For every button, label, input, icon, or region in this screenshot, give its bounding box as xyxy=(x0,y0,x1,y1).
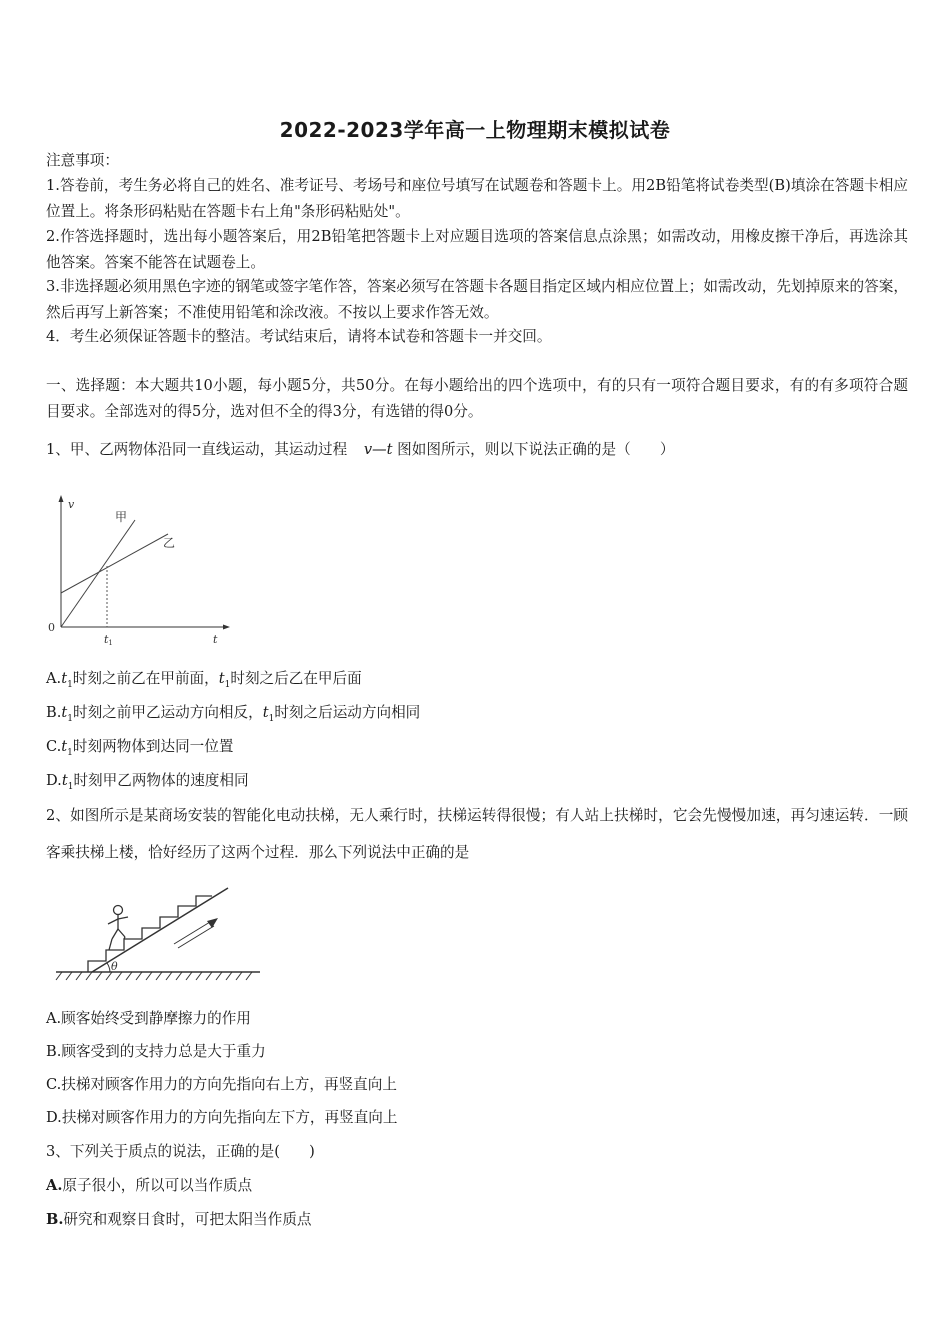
q2-option-d: D.扶梯对顾客作用力的方向先指向左下方，再竖直向上 xyxy=(46,1109,398,1126)
escalator-steps xyxy=(88,896,212,972)
line-yi-label: 乙 xyxy=(163,536,176,550)
q3-stem: 3、下列关于质点的说法，正确的是( ) xyxy=(46,1143,315,1160)
x-axis-arrow xyxy=(223,625,230,630)
q3-option-a: A.原子很小，所以可以当作质点 xyxy=(46,1177,253,1194)
customer-figure xyxy=(108,906,128,951)
notice-item-2: 2.作答选择题时，选出每小题答案后，用2B铅笔把答题卡上对应题目选项的答案信息点涂黑；如需改动，用橡皮擦干净后，再选涂其他答案。答案不能答在试题卷上。 xyxy=(46,228,908,271)
q1-stem-variable: v—t xyxy=(363,441,393,458)
line-jia-label: 甲 xyxy=(115,510,128,524)
q2-stem: 2、如图所示是某商场安装的智能化电动扶梯，无人乘行时，扶梯运转得很慢；有人站上扶梯时，它会先慢慢加速，再匀速运转．一顾客乘扶梯上楼，恰好经历了这两个过程．那么下列说法中正确的是 xyxy=(46,807,908,861)
q2-option-c: C.扶梯对顾客作用力的方向先指向右上方，再竖直向上 xyxy=(46,1076,397,1093)
x-axis-label: t xyxy=(213,633,218,646)
notice-heading: 注意事项： xyxy=(46,152,119,169)
q2-option-a: A.顾客始终受到静摩擦力的作用 xyxy=(46,1010,251,1027)
line-yi xyxy=(61,534,168,593)
q1-stem-part-b: 图如图所示，则以下说法正确的是（ ） xyxy=(397,441,675,458)
angle-arc xyxy=(107,963,110,972)
q1-option-b: $B.t_1$时刻之前甲乙运动方向相反，$t_1$时刻之后运动方向相同 xyxy=(46,704,421,724)
q1-option-c: $C.t_1$时刻两物体到达同一位置 xyxy=(46,738,234,758)
y-axis-label: v xyxy=(68,498,75,511)
notice-item-1: 1.答卷前，考生务必将自己的姓名、准考证号、考场号和座位号填写在试题卷和答题卡上。用2B铅笔将试卷类型(B)填涂在答题卡相应位置上。将条形码粘贴在答题卡右上角"条形码粘贴处"。 xyxy=(46,177,908,220)
origin-label: 0 xyxy=(48,621,55,634)
q1-stem-part-a: 1、甲、乙两物体沿同一直线运动，其运动过程 xyxy=(46,441,348,458)
t1-label: t1 xyxy=(104,633,113,647)
line-jia xyxy=(61,520,135,627)
q1-vt-graph xyxy=(40,490,240,650)
q1-option-d: $D.t_1$时刻甲乙两物体的速度相同 xyxy=(46,772,249,792)
section-heading: 一、选择题：本大题共10小题，每小题5分，共50分。在每小题给出的四个选项中，有的只有一项符合题目要求，有的有多项符合题目要求。全部选对的得5分，选对但不全的得3分，有选错的得0分。 xyxy=(46,377,908,420)
q1-stem xyxy=(46,440,674,460)
q3-option-b: B.研究和观察日食时，可把太阳当作质点 xyxy=(46,1211,312,1228)
page-title: 2022-2023学年高一上物理期末模拟试卷 xyxy=(279,118,671,142)
notice-item-4: 4．考生必须保证答题卡的整洁。考试结束后，请将本试卷和答题卡一并交回。 xyxy=(46,328,552,345)
angle-label: θ xyxy=(111,960,118,973)
motion-arrowhead xyxy=(207,918,218,928)
q2-escalator-figure xyxy=(52,882,264,986)
notice-item-3: 3.非选择题必须用黑色字迹的钢笔或签字笔作答，答案必须写在答题卡各题目指定区域内相应位置上；如需改动，先划掉原来的答案，然后再写上新答案；不准使用铅笔和涂改液。不按以上要求作答无效。 xyxy=(46,278,908,321)
y-axis-arrow xyxy=(59,495,64,502)
q1-option-a: $A.t_1$时刻之前乙在甲前面，$t_1$时刻之后乙在甲后面 xyxy=(46,670,362,690)
q2-option-b: B.顾客受到的支持力总是大于重力 xyxy=(46,1043,266,1060)
motion-arrow xyxy=(174,922,210,944)
ground-hatching xyxy=(56,972,252,980)
